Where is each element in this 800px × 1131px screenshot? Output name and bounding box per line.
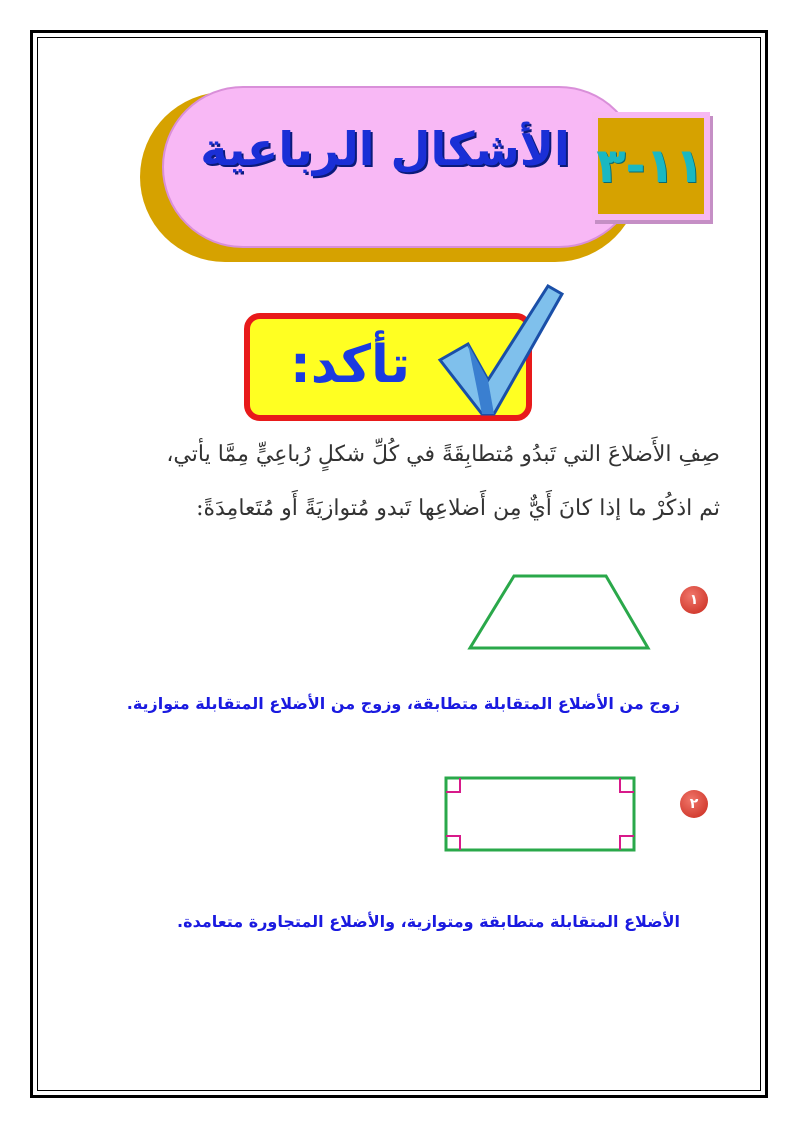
lesson-number-box <box>592 112 710 220</box>
exercise-answer: الأضلاع المتقابلة متطابقة ومتوازية، والأضلاع المتجاورة متعامدة. <box>177 912 680 931</box>
checkmark-icon <box>430 282 570 422</box>
instruction-line-1: صِفِ الأَضلاعَ التي تَبدُو مُتطابِقَةً في كُلِّ شكلٍ رُباعِيٍّ مِمَّا يأتي، <box>166 442 720 467</box>
confirm-header-label: تأكد: <box>289 335 411 395</box>
exercise-number-badge: ٢ <box>680 790 708 818</box>
rectangle-shape <box>440 774 640 854</box>
instruction-line-2: ثم اذكُرْ ما إذا كانَ أَيٌّ مِن أَضلاعِها تَبدو مُتوازيَةً أَو مُتَعامِدَةً: <box>196 496 720 521</box>
lesson-number: ١١-٣ <box>596 138 704 194</box>
lesson-title: الأشكال الرباعية <box>200 122 570 176</box>
exercise-number-badge: ١ <box>680 586 708 614</box>
trapezoid-shape <box>466 570 652 656</box>
exercise-answer: زوج من الأضلاع المتقابلة متطابقة، وزوج من الأضلاع المتقابلة متوازية. <box>126 694 680 713</box>
